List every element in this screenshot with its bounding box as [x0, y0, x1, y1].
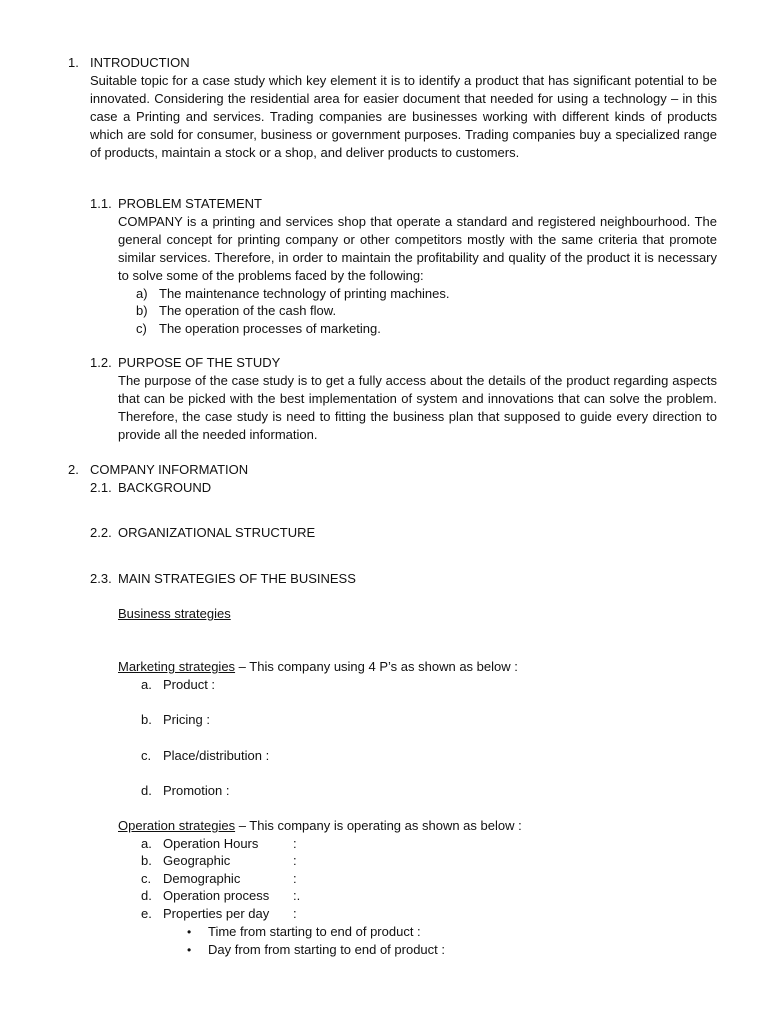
list-item-marker: e. [141, 906, 152, 921]
operation-strategies-line [118, 817, 522, 835]
bullet-item: Time from starting to end of product : [208, 924, 421, 939]
list-item-marker: b) [136, 303, 148, 318]
bullet-item: Day from from starting to end of product : [208, 942, 445, 957]
section-1-number: 1. [68, 55, 79, 70]
operation-strategies-label: Operation strategies [118, 818, 236, 833]
list-item-marker: a) [136, 286, 148, 301]
section-1-1-heading: PROBLEM STATEMENT [118, 196, 262, 211]
list-item: Pricing : [163, 712, 210, 727]
list-item-colon: : [293, 871, 297, 886]
list-item: Place/distribution : [163, 748, 270, 763]
list-item: The maintenance technology of printing machines. [159, 286, 450, 301]
operation-strategies-text: – This company is operating as shown as below : [235, 818, 522, 833]
bullet-icon: • [187, 943, 192, 957]
section-2-2-heading: ORGANIZATIONAL STRUCTURE [118, 525, 316, 540]
list-item-marker: a. [141, 836, 152, 851]
section-2-1-number: 2.1. [90, 480, 112, 495]
section-2-3-number: 2.3. [90, 571, 112, 586]
list-item-colon: : [293, 906, 297, 921]
list-item-colon: : [293, 853, 297, 868]
section-1-2-heading: PURPOSE OF THE STUDY [118, 355, 281, 370]
marketing-strategies-line [118, 658, 518, 676]
list-item-marker: c) [136, 321, 147, 336]
list-item-marker: c. [141, 748, 152, 763]
section-2-heading: COMPANY INFORMATION [90, 462, 249, 477]
list-item: Operation Hours [163, 836, 259, 851]
list-item: Geographic [163, 853, 231, 868]
section-1-2-paragraph: The purpose of the case study is to get a fully access about the details of the product regarding aspects that can be picked with the best implementation of system and innovations that can solve the problem. Therefore, the case study is need to fitting the business plan that supposed to guide every direction to provide all the needed information. [118, 373, 717, 442]
section-1-paragraph: Suitable topic for a case study which key element it is to identify a product that has significant potential to be innovated. Considering the residential area for easier document that needed for using a technology – in this case a Printing and services. Trading companies are businesses working with different kinds of products which are sold for consumer, business or government purposes. Trading companies buy a specialized range of products, maintain a stock or a shop, and deliver products to customers. [90, 73, 717, 160]
marketing-strategies-text: – This company using 4 P’s as shown as below : [235, 659, 518, 674]
section-2-3-heading: MAIN STRATEGIES OF THE BUSINESS [118, 571, 356, 586]
bullet-icon: • [187, 925, 192, 939]
list-item: Properties per day [163, 906, 270, 921]
list-item: Demographic [163, 871, 241, 886]
list-item-marker: d. [141, 783, 152, 798]
list-item-marker: d. [141, 888, 152, 903]
section-2-2-number: 2.2. [90, 525, 112, 540]
list-item-marker: c. [141, 871, 152, 886]
marketing-strategies-label: Marketing strategies [118, 659, 236, 674]
section-2-number: 2. [68, 462, 79, 477]
section-2-1-heading: BACKGROUND [118, 480, 212, 495]
list-item-marker: a. [141, 677, 152, 692]
list-item-marker: b. [141, 712, 152, 727]
list-item: Product : [163, 677, 216, 692]
list-item-colon: :. [293, 888, 301, 903]
list-item: Operation process [163, 888, 270, 903]
list-item-marker: b. [141, 853, 152, 868]
list-item: The operation of the cash flow. [159, 303, 337, 318]
list-item: The operation processes of marketing. [159, 321, 381, 336]
list-item: Promotion : [163, 783, 230, 798]
list-item-colon: : [293, 836, 297, 851]
business-strategies-heading: Business strategies [118, 606, 231, 621]
section-1-2-number: 1.2. [90, 355, 112, 370]
section-1-heading: INTRODUCTION [90, 55, 190, 70]
section-1-1-number: 1.1. [90, 196, 112, 211]
section-1-1-paragraph: COMPANY is a printing and services shop that operate a standard and registered neighbourhood. The general concept for printing company or other competitors mostly with the same criteria that promote similar services. Therefore, in order to maintain the profitability and quality of the product it is necessary to solve some of the problems faced by the following: [118, 214, 717, 283]
